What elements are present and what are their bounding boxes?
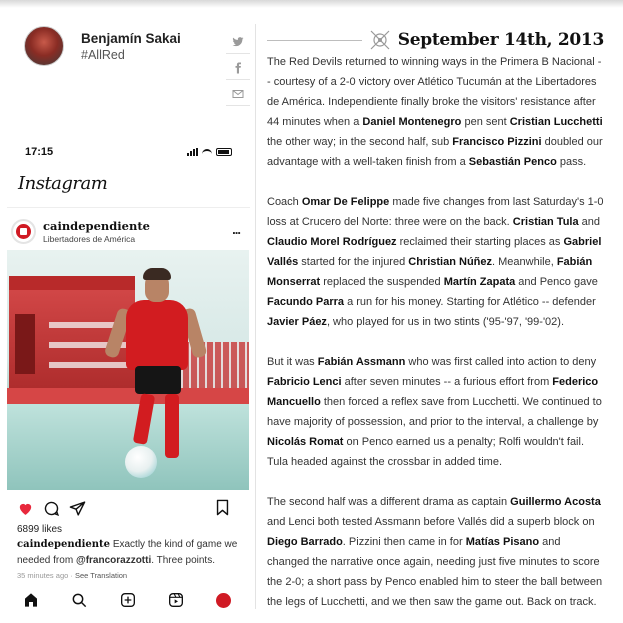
caption-mention[interactable]: @francorazzotti bbox=[75, 555, 152, 566]
post-actions bbox=[7, 490, 250, 518]
column-divider bbox=[255, 24, 256, 609]
player-name: Gabriel Vallés bbox=[267, 236, 602, 268]
new-post-icon[interactable] bbox=[120, 592, 136, 608]
article-paragraph bbox=[267, 352, 604, 472]
battery-icon bbox=[216, 148, 232, 156]
article-date: September 14th, 2013 bbox=[397, 30, 604, 50]
article-paragraph bbox=[267, 192, 604, 332]
player-name: Omar De Felippe bbox=[301, 196, 390, 208]
article-text: reclaimed their starting places as bbox=[396, 236, 564, 248]
post-caption bbox=[7, 535, 250, 569]
instagram-logo[interactable]: Instagram bbox=[7, 161, 250, 208]
twitter-share-button[interactable] bbox=[226, 30, 250, 54]
player-name: Fabián Monserrat bbox=[267, 256, 593, 288]
author-avatar[interactable] bbox=[24, 26, 64, 66]
see-translation-link[interactable]: See Translation bbox=[74, 571, 128, 580]
article-text: and Penco gave bbox=[515, 276, 598, 288]
article-text: on Penco earned us a penalty; Rolfi wouldn't fail. Tula headed against the crossbar in added time. bbox=[267, 436, 585, 468]
player-name: Daniel Montenegro bbox=[362, 116, 462, 128]
post-username[interactable]: caindependiente bbox=[43, 219, 150, 233]
share-bar bbox=[226, 30, 250, 108]
bookmark-icon[interactable] bbox=[214, 499, 231, 516]
post-header bbox=[7, 208, 250, 250]
article-text: . Pizzini then came in for bbox=[342, 536, 466, 548]
player-name: Cristian Lucchetti bbox=[509, 116, 603, 128]
player-name: Christian Núñez bbox=[408, 256, 492, 268]
article-text: who was first called into action to deny bbox=[405, 356, 597, 368]
player-name: Nicolás Romat bbox=[267, 436, 344, 448]
like-count[interactable]: 6899 likes bbox=[17, 524, 63, 535]
instagram-phone bbox=[7, 143, 250, 594]
player-name: Francisco Pizzini bbox=[452, 136, 542, 148]
top-shadow bbox=[0, 0, 623, 8]
article-text: made five changes from last Saturday's 1-0 loss at Crucero del Norte: three were on the back. bbox=[267, 196, 604, 228]
wifi-icon bbox=[202, 149, 212, 156]
player-name: Claudio Morel Rodríguez bbox=[267, 236, 397, 248]
article-text: But it was bbox=[267, 356, 318, 368]
post-time: 35 minutes ago bbox=[17, 571, 69, 580]
author-name[interactable]: Benjamín Sakai bbox=[81, 30, 181, 46]
article-paragraph bbox=[267, 52, 604, 172]
mail-icon bbox=[232, 88, 244, 100]
article-text: doubled our advantage with a well-taken finish from a bbox=[267, 136, 603, 168]
author-hashtag[interactable]: #AllRed bbox=[81, 47, 125, 62]
player-name: Fabián Assmann bbox=[317, 356, 406, 368]
article-text: pass. bbox=[556, 156, 587, 168]
caption-username[interactable]: caindependiente bbox=[17, 539, 111, 550]
facebook-share-button[interactable] bbox=[226, 56, 250, 80]
post-image[interactable] bbox=[7, 250, 249, 490]
reels-icon[interactable] bbox=[168, 592, 184, 608]
player-name: Cristian Tula bbox=[512, 216, 579, 228]
player-name: Fabricio Lenci bbox=[267, 376, 342, 388]
player-name: Facundo Parra bbox=[267, 296, 345, 308]
home-icon[interactable] bbox=[23, 592, 39, 608]
player-name: Guillermo Acosta bbox=[510, 496, 601, 508]
player-name: Javier Páez bbox=[267, 316, 327, 328]
article-text: replaced the suspended bbox=[320, 276, 444, 288]
bottom-navbar bbox=[7, 580, 250, 608]
article-text: pen sent bbox=[461, 116, 510, 128]
mail-share-button[interactable] bbox=[226, 82, 250, 106]
player-name: Martín Zapata bbox=[443, 276, 516, 288]
article-text: Coach bbox=[267, 196, 302, 208]
pitch bbox=[7, 404, 249, 490]
twitter-icon bbox=[232, 36, 244, 48]
article-header bbox=[267, 28, 604, 52]
heart-icon[interactable] bbox=[17, 500, 34, 517]
comment-icon[interactable] bbox=[43, 500, 60, 517]
article-text: the other way; in the second half, sub bbox=[267, 136, 453, 148]
football bbox=[125, 446, 157, 478]
article-text: The second half was a different drama as captain bbox=[267, 496, 511, 508]
article-text: and Lenci both tested Assmann before Vallés did a superb block on bbox=[267, 516, 595, 528]
emblem-icon bbox=[368, 28, 392, 52]
search-icon[interactable] bbox=[71, 592, 87, 608]
player bbox=[126, 300, 188, 370]
share-icon[interactable] bbox=[69, 500, 86, 517]
post-avatar[interactable] bbox=[11, 219, 36, 244]
article-text: The Red Devils returned to winning ways in the Primera B Nacional -- courtesy of a 2-0 victory over Atlético Tucumán at the Libertadores de América. Independiente finally broke the visitors' resistance after 44 minutes when a bbox=[267, 56, 602, 128]
crest-icon bbox=[16, 224, 31, 239]
post-location[interactable]: Libertadores de América bbox=[43, 234, 136, 244]
article-text: . Meanwhile, bbox=[492, 256, 557, 268]
article-body bbox=[267, 52, 604, 623]
article-text: , who played for us in two stints ('95-'97, '99-'02). bbox=[326, 316, 565, 328]
article-paragraph bbox=[267, 492, 604, 612]
header-rule bbox=[267, 40, 362, 41]
signal-icon bbox=[187, 148, 198, 156]
article-text: after seven minutes -- a furious effort from bbox=[341, 376, 553, 388]
status-time: 17:15 bbox=[25, 146, 54, 158]
article-text: a run for his money. Starting for Atlético -- defender bbox=[344, 296, 596, 308]
player-name: Diego Barrado bbox=[267, 536, 343, 548]
profile-avatar[interactable] bbox=[216, 593, 231, 608]
caption-text: Exactly the kind of game we needed from bbox=[17, 539, 238, 566]
status-bar bbox=[7, 143, 250, 161]
article-text: and changed the narrative once again, needing just five minutes to score the 2-0; a short pass by Penco enabled him to steer the ball between the legs of Lucchetti, and we then saw the game out. Back on track. bbox=[267, 536, 603, 608]
player-name: Sebastián Penco bbox=[468, 156, 557, 168]
player-name: Federico Mancuello bbox=[267, 376, 599, 408]
more-options-button[interactable]: ... bbox=[232, 222, 240, 237]
post-meta: 35 minutes ago · See Translation bbox=[17, 571, 128, 580]
player-name: Matías Pisano bbox=[465, 536, 540, 548]
pitch-billboard bbox=[7, 388, 249, 404]
author-block bbox=[24, 26, 181, 66]
caption-end: . Three points. bbox=[151, 555, 215, 566]
article-text: started for the injured bbox=[298, 256, 409, 268]
article-text: then forced a reflex save from Lucchetti. We continued to have majority of possession, and prior to the interval, a challenge by bbox=[267, 396, 602, 428]
facebook-icon bbox=[232, 62, 244, 74]
article-text: and bbox=[578, 216, 601, 228]
